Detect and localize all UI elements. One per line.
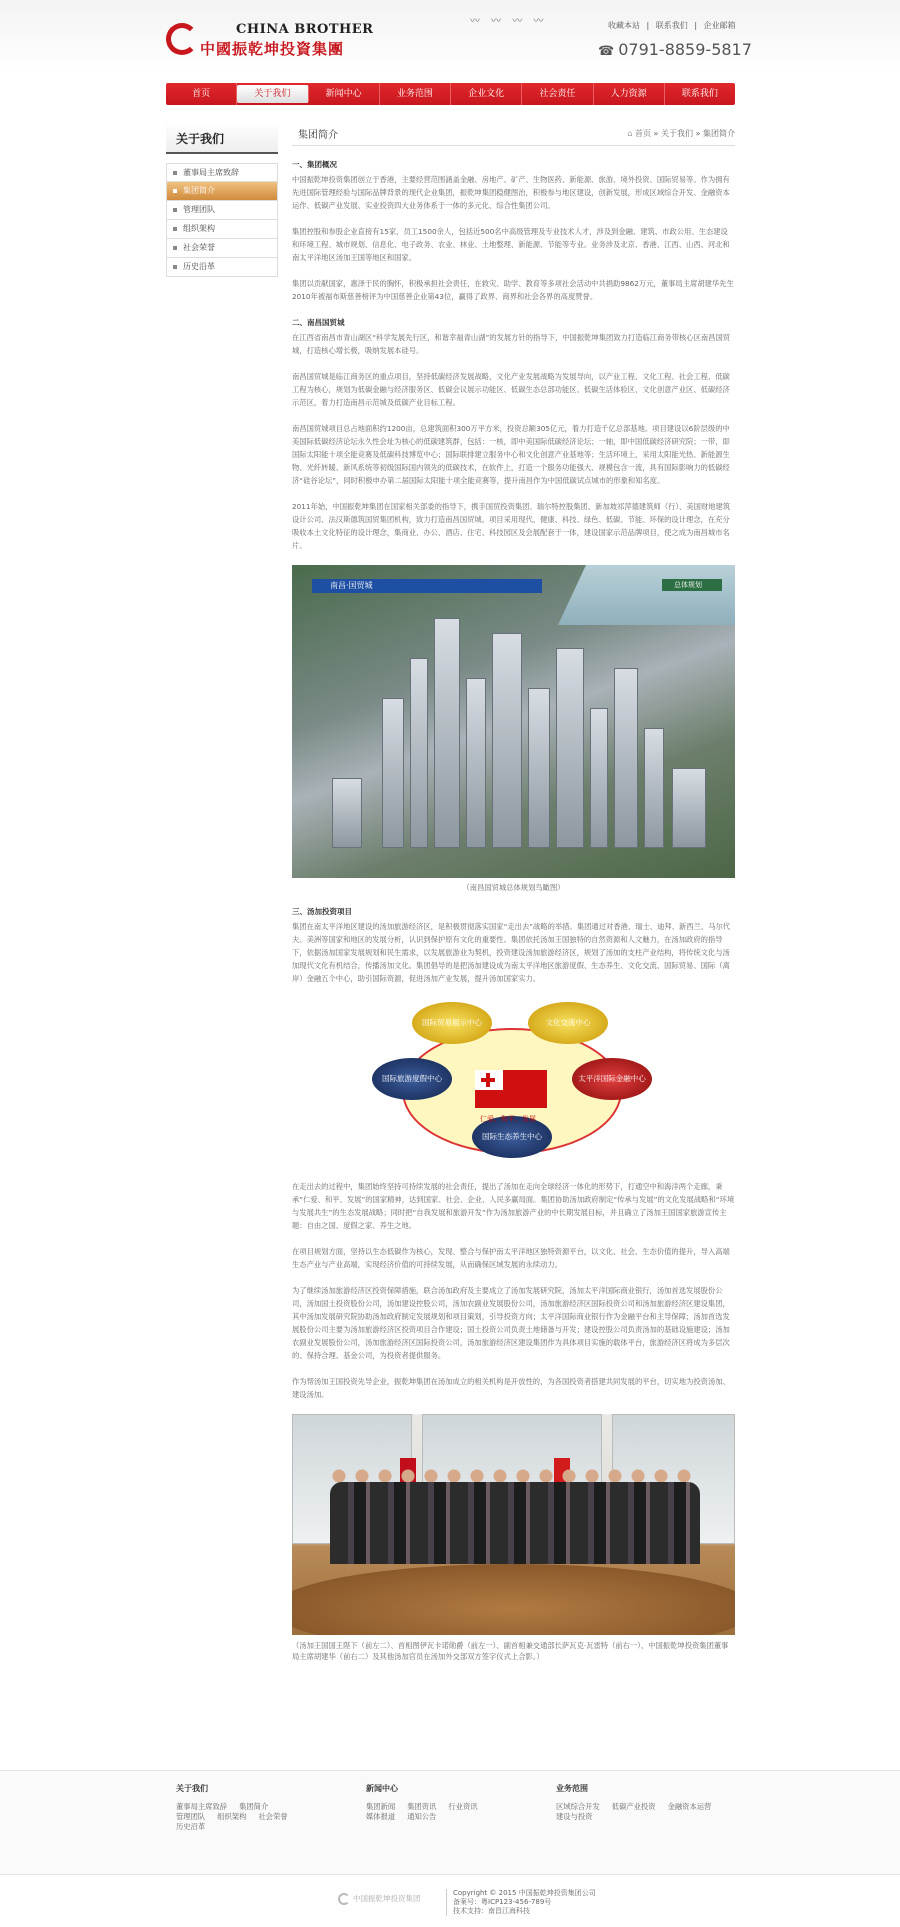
footer-link[interactable]: 集团简介: [239, 1802, 269, 1811]
nav-about[interactable]: 关于我们: [237, 85, 308, 103]
paragraph: 集团控股和参股企业直接有15家，员工1500余人，包括近500名中高级管理及专业技术人才，涉及到金融、建筑、市政公用、生态建设和环境工程、城市规划、信息化、电子政务、农业、林业、土地整理、新能源、节能等专业。业务涉及北京、香港、江西、山西、河北和南太平洋地区汤加王国等地区和国家。: [292, 227, 730, 262]
image-banner-text: 南昌·国贸城: [330, 581, 373, 590]
page-title: 集团简介: [298, 130, 338, 141]
footer-link[interactable]: 金融资本运营: [667, 1802, 712, 1811]
nav-contact[interactable]: 联系我们: [681, 89, 718, 99]
paragraph: 集团在南太平洋地区建设的汤加旅游经济区，是积极贯彻落实国家“走出去”战略的举措。集团通过对香港、瑞士、迪拜、新西兰、马尔代夫、美洲等国家和地区的发展分析，认识到保护原有文化的重要性。集团依托汤加王国独特的自然资源和人文魅力，在汤加政府的指导下，依据汤加国家发展规划和民生需求，以发展旅游业为契机，投资建设汤加旅游经济区，规划了汤加的支柱产业结构，将传统文化与汤加现代文化有机结合，传播汤加文化。集团倡导的是把汤加建设成为南太平洋地区旅游度假、生态养生、文化交流、国际贸易、国际（离岸）金融五个中心，助引国际资源，促进汤加产业发展，提升汤加国家实力。: [292, 922, 731, 983]
main-nav: [166, 83, 735, 105]
figure-caption: （南昌国贸城总体规划鸟瞰图）: [462, 883, 565, 892]
birds-decoration-icon: 〰 〰 〰 〰: [470, 16, 548, 27]
nav-responsibility[interactable]: 社会责任: [522, 83, 593, 105]
sidebar-item-history[interactable]: 历史沿革: [166, 258, 278, 277]
footer-heading: 业务范围: [556, 1784, 588, 1793]
footer-link[interactable]: 管理团队: [176, 1812, 206, 1821]
footer-logo-icon: [338, 1893, 350, 1905]
paragraph: 中国振乾坤投资集团创立于香港，主要经营范围涵盖金融、房地产、矿产、生物医药、新能源、旅游、境外投资、国际贸易等。作为拥有先进国际管理经验与国际品牌背景的现代企业集团，振乾坤集团稳健图治，积极参与地区建设，创新发展，形成区域综合开发、金融资本运作、低碳产业发展、实业投资四大业务体系于一体的多元化、综合性集团公司。: [292, 175, 730, 210]
breadcrumb-sep: »: [653, 129, 659, 138]
home-icon: ⌂: [627, 129, 633, 138]
footer-heading: 关于我们: [176, 1784, 208, 1793]
nav-business[interactable]: 业务范围: [380, 83, 451, 105]
nav-hr[interactable]: 人力资源: [594, 83, 665, 105]
nav-news[interactable]: 新闻中心: [309, 83, 380, 105]
footer-link[interactable]: 集团资讯: [407, 1802, 437, 1811]
sidebar-item-honors[interactable]: 社会荣誉: [166, 239, 278, 258]
breadcrumb-current: 集团简介: [703, 129, 735, 138]
section-heading: 一、集团概况: [292, 160, 337, 169]
footer-logo-text: 中国振乾坤投资集团: [353, 1894, 421, 1903]
phone: [598, 40, 752, 59]
node-tourism: 国际旅游度假中心: [372, 1058, 452, 1100]
section-heading: 二、南昌国贸城: [292, 318, 345, 327]
bookmark-link[interactable]: 收藏本站: [608, 21, 640, 30]
footer-link[interactable]: 区域综合开发: [556, 1802, 600, 1811]
breadcrumb-about[interactable]: 关于我们: [661, 129, 693, 138]
footer-link[interactable]: 行业资讯: [448, 1802, 478, 1811]
node-finance: 太平洋国际金融中心: [572, 1058, 652, 1100]
paragraph: 在项目规划方面，坚持以生态低碳作为核心，发现、整合与保护南太平洋地区独特资源平台，以文化、社会、生态价值的提升，导入高端生态产业与产业高端，实现经济价值的可持续发展，从而确保区域发展的永续动力。: [292, 1247, 730, 1269]
top-links: [606, 20, 738, 31]
footer-link[interactable]: 低碳产业投资: [611, 1802, 656, 1811]
footer-col-news: [366, 1783, 496, 1822]
footer-col-business: [556, 1783, 726, 1822]
footer-link[interactable]: 媒体报道: [366, 1812, 396, 1821]
phone-icon: ☎: [598, 44, 615, 59]
phone-number: 0791-8859-5817: [618, 40, 752, 59]
breadcrumb-home[interactable]: 首页: [635, 129, 651, 138]
separator: |: [646, 21, 650, 30]
logo-english: CHINA BROTHER: [236, 22, 374, 37]
footer-link[interactable]: 董事局主席致辞: [176, 1802, 228, 1811]
breadcrumb: [627, 128, 735, 139]
sidebar-item-intro[interactable]: 集团简介: [166, 182, 278, 201]
paragraph: 集团以贡献国家，惠泽于民的胸怀，积极承担社会责任，在救灾、助学、教育等多项社会活动中共捐助9862万元，董事局主席胡建华先生2010年被福布斯慈善榜评为中国慈善企业第43位，赢得了政界、商界和社会各界的高度赞誉。: [292, 279, 734, 301]
signing-photo: [292, 1414, 735, 1635]
nav-home[interactable]: 首页: [166, 83, 237, 105]
content-title-bar: [292, 124, 735, 146]
figure-signing-photo: [292, 1414, 735, 1635]
image-banner-tag: [662, 579, 722, 591]
paragraph: 南昌国贸城是临江商务区的重点项目，坚持低碳经济发展战略，文化产业发展战略为发展导向，以产业工程、文化工程、社会工程、低碳工程为核心，规划为低碳金融与经济服务区、低碳会议展示功能区、低碳生态总部功能区、低碳生活体验区、文化创意产业区、低碳经济示范区，着力打造南昌示范城及低碳产业目标工程。: [292, 372, 730, 407]
paragraph: 在江西省南昌市青山湖区“科学发展先行区，和谐幸福青山湖”的发展方针的指导下，中国振乾坤集团致力打造临江商务带核心区南昌国贸城，打造核心增长极，吸纳发展本硅号。: [292, 333, 731, 355]
node-eco: 国际生态养生中心: [472, 1116, 552, 1158]
footer-link[interactable]: 通知公告: [407, 1812, 437, 1821]
logo[interactable]: [166, 20, 396, 60]
diagram-center-text: 仁爱、和平、发展: [480, 1115, 536, 1123]
breadcrumb-sep: »: [695, 129, 701, 138]
copyright-text: [446, 1889, 596, 1916]
nav-culture[interactable]: 企业文化: [451, 83, 522, 105]
email-link[interactable]: 企业邮箱: [703, 21, 736, 30]
footer-link[interactable]: 建设与投资: [556, 1812, 593, 1821]
article: [292, 158, 735, 1674]
footer: [0, 1770, 900, 1874]
image-banner: [312, 579, 542, 593]
copyright-bar: [0, 1874, 900, 1927]
footer-link[interactable]: 社会荣誉: [258, 1812, 288, 1821]
footer-logo: [338, 1893, 421, 1905]
section-heading: 三、汤加投资项目: [292, 907, 352, 916]
city-plan-image: [292, 565, 735, 878]
paragraph: 为了继续汤加旅游经济区投资保障措施，联合汤加政府及主要成立了汤加发展研究院，汤加太平洋国际商业银行，汤加首选发展股份公司，汤加国土投资股份公司，汤加建设控股公司，汤加农副业发展股份公司，汤加旅游经济区国际投资公司和汤加旅游经济区建设集团，其中汤加发展研究院协助汤加政府制定发展规划和项目策划，引导投资方向；太平洋国际商业银行作为金融平台和主导保障；汤加首选发展股份公司主要为汤加旅游经济区投资项目合作建设；国土投资公司负责土地储备与开发；建设控股公司负责汤加的基础设施建设；汤加农副业发展股份公司，汤加旅游经济区国际投资公司，汤加旅游经济区建设集团作为具体项目实施的载体平台，旅游经济区将成为多层次的、保持合理、基金公司，为投资者提供服务。: [292, 1286, 730, 1360]
footer-col-about: [176, 1783, 306, 1832]
sidebar-item-management[interactable]: 管理团队: [166, 201, 278, 220]
image-banner-tag-text: 总体规划: [674, 581, 702, 589]
tech-support: 技术支持：南昌江海科技: [453, 1907, 530, 1915]
logo-mark-icon: [166, 23, 198, 55]
paragraph: 南昌国贸城项目总占地面积约1200亩，总建筑面积300万平方米，投资总额305亿元，着力打造千亿总部基地。项目建设以6阶层级的中美国际低碳经济论坛永久性会址为核心的低碳建筑群，包括：一核，即中美国际低碳经济论坛；一轴，即中国低碳经济研究院；一带，即国际太阳能十项全能竞赛及低碳科技博览中心；国际联排建立服务中心和文化创意产业基地等；生活环境上，采用太阳能光热、新能源生物、光纤转暖、新风系统等初级国际国内领先的低碳技术，在软件上，打造一个服务功能强大、规模包含一流，具有国际影响力的低碳经济“硅谷论坛”，同时积极申办第二届国际太阳能十项全能竞赛等，提升南昌作为中国低碳试点城市的形象和知名度。: [292, 424, 730, 485]
copyright: Copyright © 2015 中国振乾坤投资集团公司: [453, 1889, 596, 1897]
separator: |: [694, 21, 698, 30]
sidebar: [166, 163, 278, 277]
paragraph: 作为帮汤加王国投资先导企业，振乾坤集团在汤加成立的相关机构是开放性的，为各国投资者搭建共同发展的平台，切实地为投资汤加、建设汤加。: [292, 1377, 730, 1399]
tonga-flag-icon: [475, 1070, 547, 1108]
sidebar-item-chairman[interactable]: 董事局主席致辞: [166, 163, 278, 182]
contact-link[interactable]: 联系我们: [655, 21, 688, 30]
node-trade: 国际贸易展示中心: [412, 1002, 492, 1044]
footer-link[interactable]: 集团新闻: [366, 1802, 396, 1811]
footer-link[interactable]: 历史沿革: [176, 1822, 206, 1831]
sidebar-item-structure[interactable]: 组织架构: [166, 220, 278, 239]
footer-heading: 新闻中心: [366, 1784, 398, 1793]
paragraph: 2011年始，中国振乾坤集团在国家相关部委的指导下，携手国贸投资集团、瑞尔特控股集团、新加坡祁萍德建筑师（行）、美国财地建筑设计公司、法汉斯德筑国贸集团机构，致力打造南昌国贸城。项目采用现代、健康、科技、绿色、低碳、节能、环保的设计理念，在充分吸收本土文化特征的设计理念，集商业、办公、酒店、住宅、科技园区及会展配套于一体，建设国家示范品牌项目，使之成为南昌城市名片。: [292, 502, 731, 550]
tonga-centers-diagram: [292, 998, 735, 1166]
paragraph: 在走出去的过程中，集团始终坚持可持续发展的社会责任，提出了汤加在走向全球经济一体化的形势下，打通空中和海洋两个走廊，秉承“仁爱、和平、发展”的国家精神，达到国家、社会、企业、人民多赢局面。集团协助汤加政府制定“传承与发展”的文化发展战略和“环境与发展共生”的生态发展战略；同时把“自我发展和旅游开发”作为汤加旅游产业的中长期发展目标，并且确立了汤加王国国家旅游宣传主题：自由之国、度假之家、养生之地。: [292, 1182, 735, 1230]
sidebar-title: 关于我们: [166, 122, 278, 154]
logo-chinese: 中國振乾坤投資集團: [200, 40, 345, 58]
figure-city-plan: [292, 565, 735, 878]
footer-link[interactable]: 组织架构: [217, 1812, 247, 1821]
photo-caption: （汤加王国国王陛下（前左二）、首相图伊瓦卡诺勋爵（前左一）、副首相兼交通部长萨瓦克·瓦雷特（前右一）、中国振乾坤投资集团董事局主席胡建华（前右二）及其他汤加官员在汤加外交部双方签字仪式上合影。）: [292, 1641, 729, 1661]
node-culture: 文化交流中心: [528, 1002, 608, 1044]
icp-number: 备案号：粤ICP123-456-789号: [453, 1898, 552, 1906]
